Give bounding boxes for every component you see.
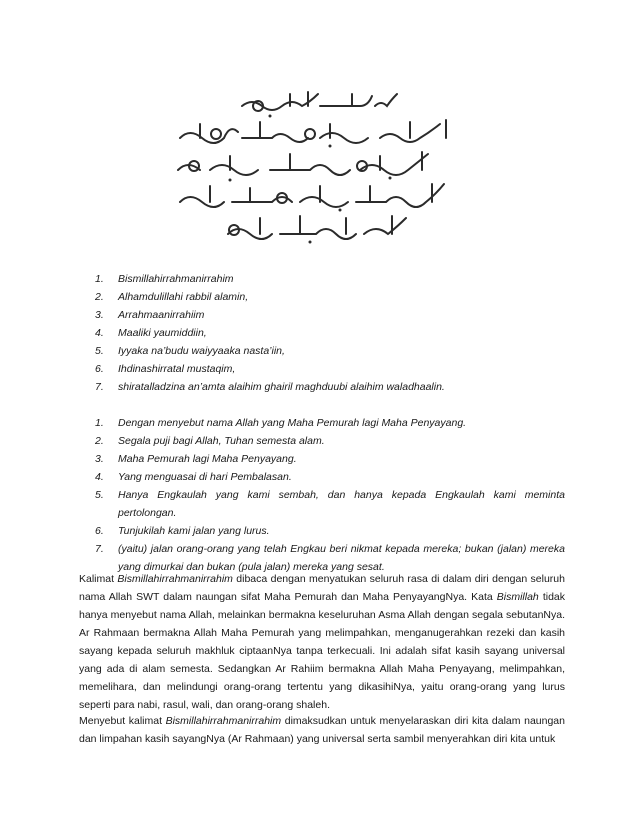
paragraph-text: dibaca dengan menyatukan seluruh rasa di dalam diri dengan seluruh nama Allah SWT dalam naungan sifat Maha Pemurah dan Maha PenyayangNya. Kata <box>79 573 565 603</box>
list-number: 5. <box>95 345 104 357</box>
list-item <box>95 360 565 378</box>
body-paragraph-2 <box>79 712 565 748</box>
transliteration-list <box>95 270 565 396</box>
list-item <box>95 324 565 342</box>
translation-list <box>95 414 565 576</box>
list-number: 6. <box>95 363 104 375</box>
paragraph-text: tidak hanya menyebut nama Allah, melainkan bermakna keseluruhan Asma Allah dengan segala sebutanNya. Ar Rahmaan bermakna Allah Maha Pemurah yang melimpahkan, menganugerahkan rezeki dan kasih sayang kepada seluruh makhluk ciptaanNya tanpa terkecuali. Ini adalah sifat kasih sayang universal yang ada di alam semesta. Sedangkan Ar Rahiim bermakna Allah Maha Penyayang, melimpahkan, memelihara, dan melindungi orang-orang tertentu yang dikasihiNya, yaitu orang-orang yang lurus seperti para nabi, rasul, wali, dan orang-orang shaleh. <box>79 591 565 711</box>
list-text: Iyyaka na’budu waiyyaaka nasta’iin, <box>118 345 285 357</box>
list-text: Tunjukilah kami jalan yang lurus. <box>118 525 270 537</box>
list-number: 4. <box>95 327 104 339</box>
list-item <box>95 306 565 324</box>
list-item <box>95 432 565 450</box>
list-text: Ihdinashirratal mustaqim, <box>118 363 236 375</box>
list-number: 1. <box>95 273 104 285</box>
list-item <box>95 522 565 540</box>
body-paragraph-1 <box>79 570 565 714</box>
list-item <box>95 486 565 522</box>
list-item <box>95 270 565 288</box>
list-number: 3. <box>95 453 104 465</box>
list-item <box>95 468 565 486</box>
list-text: Yang menguasai di hari Pembalasan. <box>118 471 292 483</box>
arabic-calligraphy-image <box>170 86 470 261</box>
paragraph-italic-term: Bismillahirrahmanirrahim <box>117 573 233 585</box>
list-text: Segala puji bagi Allah, Tuhan semesta alam. <box>118 435 325 447</box>
paragraph-text: Menyebut kalimat <box>79 715 166 727</box>
list-item <box>95 378 565 396</box>
list-text: shiratalladzina an’amta alaihim ghairil maghduubi alaihim waladhaalin. <box>118 381 445 393</box>
list-text: Dengan menyebut nama Allah yang Maha Pemurah lagi Maha Penyayang. <box>118 417 467 429</box>
list-item <box>95 450 565 468</box>
paragraph-italic-term: Bismillah <box>496 591 539 603</box>
list-number: 5. <box>95 489 104 501</box>
list-item <box>95 414 565 432</box>
list-number: 2. <box>95 291 104 303</box>
list-item <box>95 342 565 360</box>
list-number: 2. <box>95 435 104 447</box>
list-text: (yaitu) jalan orang-orang yang telah Engkau beri nikmat kepada mereka; bukan (jalan) mereka yang dimurkai dan bukan (pula jalan) mereka yang sesat. <box>118 543 565 573</box>
list-text: Hanya Engkaulah yang kami sembah, dan hanya kepada Engkaulah kami meminta pertolongan. <box>118 489 565 519</box>
list-number: 1. <box>95 417 104 429</box>
list-number: 3. <box>95 309 104 321</box>
list-number: 7. <box>95 381 104 393</box>
list-text: Bismillahirrahmanirrahim <box>118 273 234 285</box>
paragraph-italic-term: Bismillahirrahmanirrahim <box>165 715 282 727</box>
list-number: 4. <box>95 471 104 483</box>
list-number: 6. <box>95 525 104 537</box>
paragraph-text: dimaksudkan untuk menyelaraskan diri kita dalam naungan dan limpahan kasih sayangNya (Ar Rahmaan) yang universal serta sambil menyerahkan diri kita untuk <box>79 715 565 745</box>
list-text: Alhamdulillahi rabbil alamin, <box>118 291 249 303</box>
quran-al-fatiha-icon <box>170 86 470 261</box>
list-item <box>95 288 565 306</box>
list-number: 7. <box>95 543 104 555</box>
paragraph-text: Kalimat <box>79 573 118 585</box>
list-text: Arrahmaanirrahiim <box>118 309 205 321</box>
list-text: Maaliki yaumiddiin, <box>118 327 207 339</box>
list-text: Maha Pemurah lagi Maha Penyayang. <box>118 453 297 465</box>
